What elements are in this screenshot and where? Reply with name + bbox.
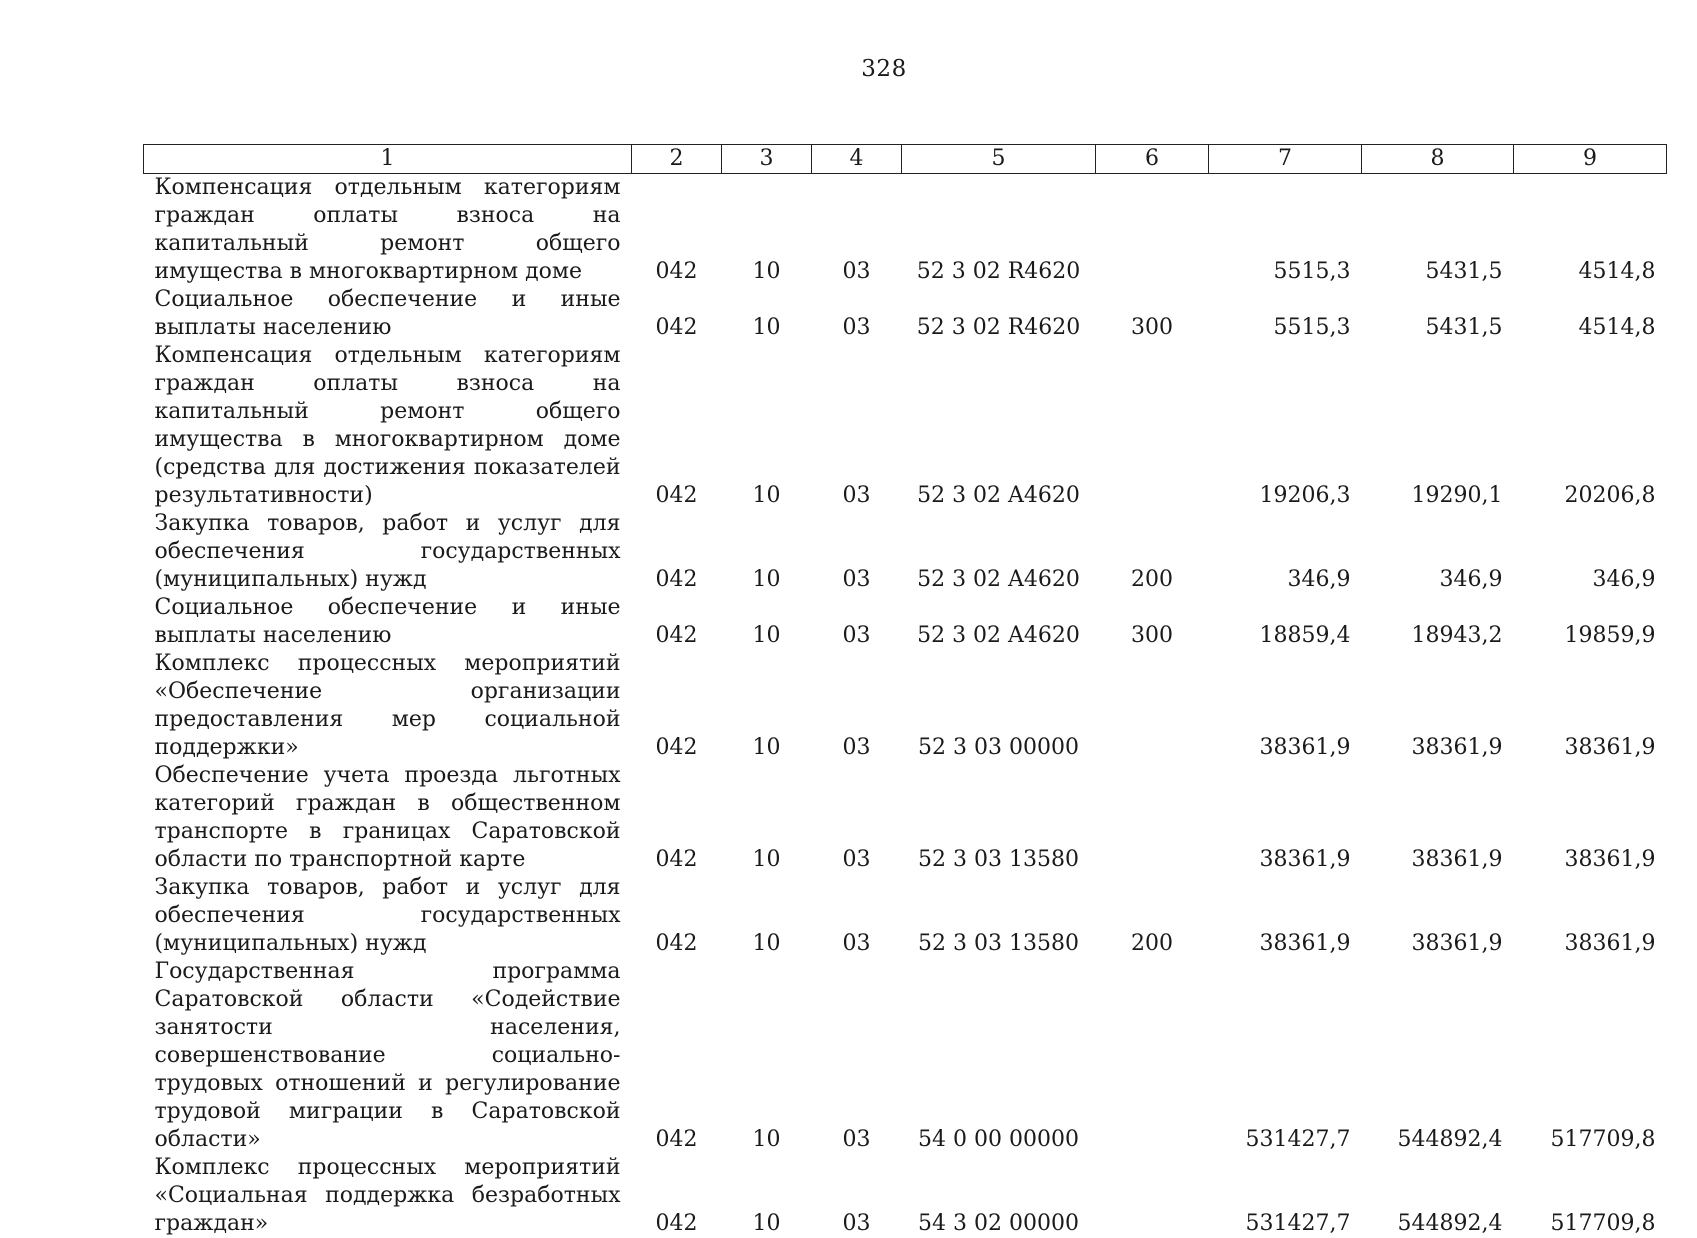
row-name-cell: Социальное обеспечение и иные выплаты населению <box>144 286 632 342</box>
table-body <box>144 174 1667 1238</box>
subsection-code-cell: 03 <box>812 510 902 594</box>
row-name-cell: Компенсация отдельным категориям граждан оплаты взноса на капитальный ремонт общего имущества в многоквартирном доме <box>144 174 632 287</box>
expense-type-cell: 300 <box>1096 594 1209 650</box>
amount-year2-cell: 38361,9 <box>1362 874 1514 958</box>
amount-year2-cell: 346,9 <box>1362 510 1514 594</box>
amount-year3-cell: 38361,9 <box>1514 650 1667 762</box>
grbs-code-cell: 042 <box>632 762 722 874</box>
subsection-code-cell: 03 <box>812 1154 902 1238</box>
target-article-cell: 52 3 02 R4620 <box>902 174 1096 287</box>
amount-year3-cell: 38361,9 <box>1514 874 1667 958</box>
table-row <box>144 342 1667 510</box>
expense-type-cell: 200 <box>1096 874 1209 958</box>
grbs-code-cell: 042 <box>632 874 722 958</box>
amount-year2-cell: 544892,4 <box>1362 1154 1514 1238</box>
section-code-cell: 10 <box>722 1154 812 1238</box>
target-article-cell: 52 3 02 R4620 <box>902 286 1096 342</box>
budget-table <box>143 144 1667 1238</box>
amount-year3-cell: 517709,8 <box>1514 1154 1667 1238</box>
section-code-cell: 10 <box>722 594 812 650</box>
table-row <box>144 958 1667 1154</box>
expense-type-cell <box>1096 650 1209 762</box>
row-name-cell: Закупка товаров, работ и услуг для обеспечения государственных (муниципальных) нужд <box>144 874 632 958</box>
subsection-code-cell: 03 <box>812 650 902 762</box>
grbs-code-cell: 042 <box>632 958 722 1154</box>
table-row <box>144 762 1667 874</box>
amount-year3-cell: 20206,8 <box>1514 342 1667 510</box>
row-name-cell: Комплекс процессных мероприятий «Обеспечение организации предоставления мер социальной поддержки» <box>144 650 632 762</box>
section-code-cell: 10 <box>722 342 812 510</box>
target-article-cell: 52 3 02 A4620 <box>902 510 1096 594</box>
amount-year1-cell: 18859,4 <box>1209 594 1362 650</box>
expense-type-cell <box>1096 174 1209 287</box>
row-name-cell: Компенсация отдельным категориям граждан оплаты взноса на капитальный ремонт общего имущества в многоквартирном доме (средства для достижения показателей результативности) <box>144 342 632 510</box>
subsection-code-cell: 03 <box>812 286 902 342</box>
amount-year1-cell: 5515,3 <box>1209 286 1362 342</box>
target-article-cell: 54 0 00 00000 <box>902 958 1096 1154</box>
amount-year2-cell: 19290,1 <box>1362 342 1514 510</box>
column-header: 3 <box>722 145 812 174</box>
grbs-code-cell: 042 <box>632 510 722 594</box>
expense-type-cell <box>1096 342 1209 510</box>
section-code-cell: 10 <box>722 874 812 958</box>
subsection-code-cell: 03 <box>812 342 902 510</box>
grbs-code-cell: 042 <box>632 594 722 650</box>
grbs-code-cell: 042 <box>632 286 722 342</box>
table-row <box>144 174 1667 287</box>
amount-year1-cell: 346,9 <box>1209 510 1362 594</box>
expense-type-cell: 200 <box>1096 510 1209 594</box>
subsection-code-cell: 03 <box>812 958 902 1154</box>
table-header-row <box>144 145 1667 174</box>
page-number: 328 <box>0 56 1697 82</box>
table-row <box>144 650 1667 762</box>
column-header: 8 <box>1362 145 1514 174</box>
section-code-cell: 10 <box>722 174 812 287</box>
amount-year3-cell: 346,9 <box>1514 510 1667 594</box>
table-row <box>144 286 1667 342</box>
amount-year1-cell: 5515,3 <box>1209 174 1362 287</box>
subsection-code-cell: 03 <box>812 762 902 874</box>
amount-year2-cell: 18943,2 <box>1362 594 1514 650</box>
table-row <box>144 594 1667 650</box>
grbs-code-cell: 042 <box>632 1154 722 1238</box>
table-row <box>144 874 1667 958</box>
grbs-code-cell: 042 <box>632 174 722 287</box>
target-article-cell: 52 3 03 00000 <box>902 650 1096 762</box>
column-header: 6 <box>1096 145 1209 174</box>
target-article-cell: 54 3 02 00000 <box>902 1154 1096 1238</box>
amount-year1-cell: 531427,7 <box>1209 958 1362 1154</box>
grbs-code-cell: 042 <box>632 342 722 510</box>
amount-year3-cell: 4514,8 <box>1514 174 1667 287</box>
row-name-cell: Комплекс процессных мероприятий «Социальная поддержка безработных граждан» <box>144 1154 632 1238</box>
section-code-cell: 10 <box>722 762 812 874</box>
expense-type-cell <box>1096 958 1209 1154</box>
amount-year1-cell: 38361,9 <box>1209 762 1362 874</box>
column-header: 1 <box>144 145 632 174</box>
target-article-cell: 52 3 03 13580 <box>902 762 1096 874</box>
subsection-code-cell: 03 <box>812 874 902 958</box>
subsection-code-cell: 03 <box>812 174 902 287</box>
table-row <box>144 510 1667 594</box>
amount-year1-cell: 531427,7 <box>1209 1154 1362 1238</box>
row-name-cell: Закупка товаров, работ и услуг для обеспечения государственных (муниципальных) нужд <box>144 510 632 594</box>
row-name-cell: Социальное обеспечение и иные выплаты населению <box>144 594 632 650</box>
section-code-cell: 10 <box>722 286 812 342</box>
row-name-cell: Государственная программа Саратовской области «Содействие занятости населения, совершенствование социально-трудовых отношений и регулирование трудовой миграции в Саратовской области» <box>144 958 632 1154</box>
expense-type-cell <box>1096 1154 1209 1238</box>
column-header: 2 <box>632 145 722 174</box>
table-row <box>144 1154 1667 1238</box>
amount-year3-cell: 517709,8 <box>1514 958 1667 1154</box>
amount-year1-cell: 38361,9 <box>1209 650 1362 762</box>
amount-year3-cell: 38361,9 <box>1514 762 1667 874</box>
section-code-cell: 10 <box>722 510 812 594</box>
section-code-cell: 10 <box>722 958 812 1154</box>
column-header: 4 <box>812 145 902 174</box>
subsection-code-cell: 03 <box>812 594 902 650</box>
grbs-code-cell: 042 <box>632 650 722 762</box>
amount-year1-cell: 38361,9 <box>1209 874 1362 958</box>
amount-year1-cell: 19206,3 <box>1209 342 1362 510</box>
target-article-cell: 52 3 03 13580 <box>902 874 1096 958</box>
amount-year2-cell: 5431,5 <box>1362 286 1514 342</box>
amount-year2-cell: 38361,9 <box>1362 762 1514 874</box>
row-name-cell: Обеспечение учета проезда льготных категорий граждан в общественном транспорте в границах Саратовской области по транспортной карте <box>144 762 632 874</box>
column-header: 9 <box>1514 145 1667 174</box>
amount-year3-cell: 19859,9 <box>1514 594 1667 650</box>
amount-year2-cell: 5431,5 <box>1362 174 1514 287</box>
expense-type-cell: 300 <box>1096 286 1209 342</box>
column-header: 7 <box>1209 145 1362 174</box>
column-header: 5 <box>902 145 1096 174</box>
expense-type-cell <box>1096 762 1209 874</box>
amount-year3-cell: 4514,8 <box>1514 286 1667 342</box>
amount-year2-cell: 38361,9 <box>1362 650 1514 762</box>
section-code-cell: 10 <box>722 650 812 762</box>
target-article-cell: 52 3 02 A4620 <box>902 342 1096 510</box>
target-article-cell: 52 3 02 A4620 <box>902 594 1096 650</box>
amount-year2-cell: 544892,4 <box>1362 958 1514 1154</box>
